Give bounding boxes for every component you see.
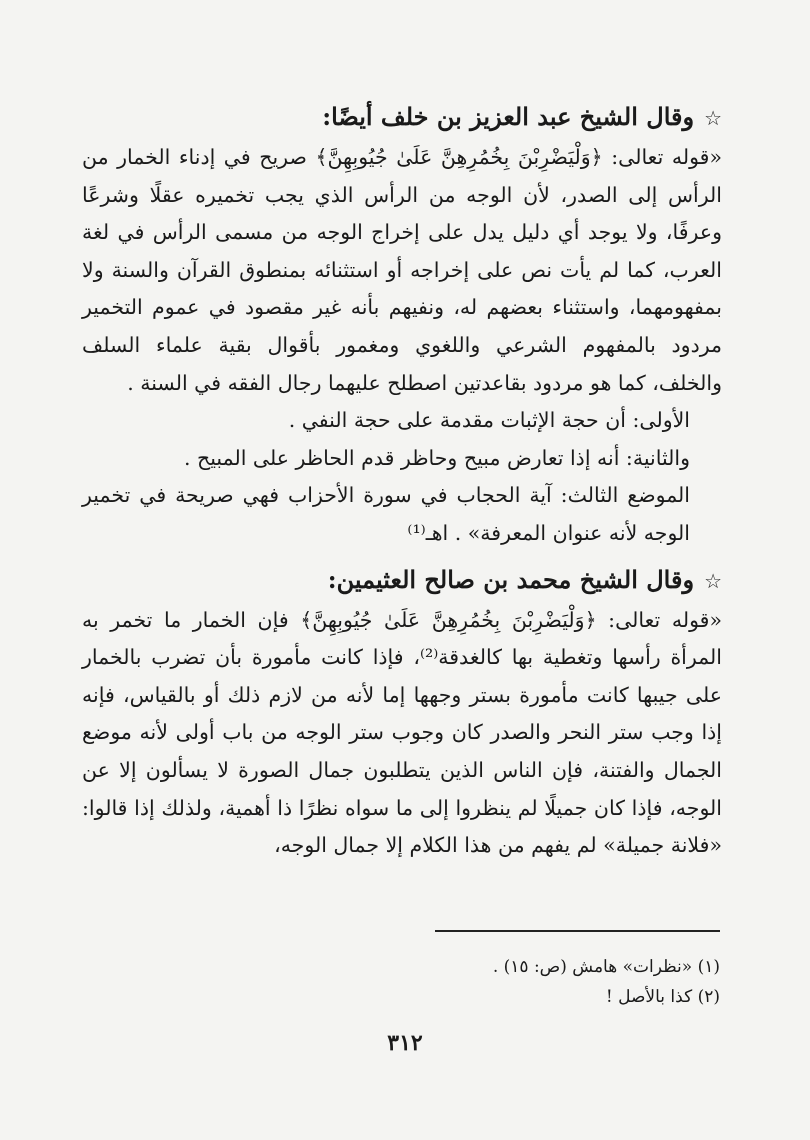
star-icon: ☆ <box>704 568 722 593</box>
paragraph-point: الأولى: أن حجة الإثبات مقدمة على حجة النفي . <box>288 408 690 433</box>
section-heading <box>82 96 722 139</box>
footnote: (٢) كذا بالأصل ! <box>605 987 720 1007</box>
footnotes <box>82 952 720 1012</box>
star-icon: ☆ <box>704 106 722 130</box>
heading-text: وقال الشيخ عبد العزيز بن خلف أيضًا: <box>322 102 695 131</box>
section-heading <box>82 559 722 602</box>
heading-text: وقال الشيخ محمد بن صالح العثيمين: <box>327 564 695 594</box>
paragraph-point: والثانية: أنه إذا تعارض مبيح وحاظر قدم الحاظر على المبيح . <box>183 445 690 470</box>
page-number: ٣١٢ <box>387 1030 423 1056</box>
paragraph: «قوله تعالى: ﴿وَلْيَضْرِبْنَ بِخُمُرِهِنَّ عَلَىٰ جُيُوبِهِنَّ﴾ صريح في إدناء الخمار من الرأس إلى الصدر، لأن الوجه من الرأس الذي يجب تخميره عقلًا وشرعًا وعرفًا، ولا يوجد أي دليل يدل على إخراج الوجه من مسمى الرأس في لغة العرب، كما لم يأت نص على إخراجه أو استثنائه بمنطوق القرآن والسنة ولا بمفهومهما، واستثناء بعضهم له، ونفيهم بأنه غير مقصود في عموم التخمير مردود بالمفهوم الشرعي واللغوي ومغمور بأقوال بقية علماء السلف والخلف، كما هو مردود بقاعدتين اصطلح عليهما رجال الفقه في السنة . <box>82 145 722 395</box>
paragraph-point: الموضع الثالث: آية الحجاب في سورة الأحزاب فهي صريحة في تخمير الوجه لأنه عنوان المعرفة» . اهـ⁽¹⁾ <box>82 483 690 545</box>
page-body <box>82 96 722 865</box>
footnote-divider <box>435 930 720 932</box>
paragraph: «قوله تعالى: ﴿وَلْيَضْرِبْنَ بِخُمُرِهِنَّ عَلَىٰ جُيُوبِهِنَّ﴾ فإن الخمار ما تخمر به المرأة رأسها وتغطية بها كالغدقة⁽²⁾، فإذا كانت مأمورة بأن تضرب بالخمار على جيبها كانت مأمورة بستر وجهها إما لأنه من لازم ذلك أو بالقياس، فإنه إذا وجب ستر النحر والصدر كان وجوب ستر الوجه من باب أولى لأنه موضع الجمال والفتنة، فإن الناس الذين يتطلبون جمال الصورة لا يسألون إلا عن الوجه، فإذا كان جميلًا لم ينظروا إلى ما سواه نظرًا ذا أهمية، ولذلك إذا قالوا: «فلانة جميلة» لم يفهم من هذا الكلام إلا جمال الوجه، <box>82 607 722 858</box>
footnote: (١) «نظرات» هامش (ص: ١٥) . <box>492 957 720 977</box>
